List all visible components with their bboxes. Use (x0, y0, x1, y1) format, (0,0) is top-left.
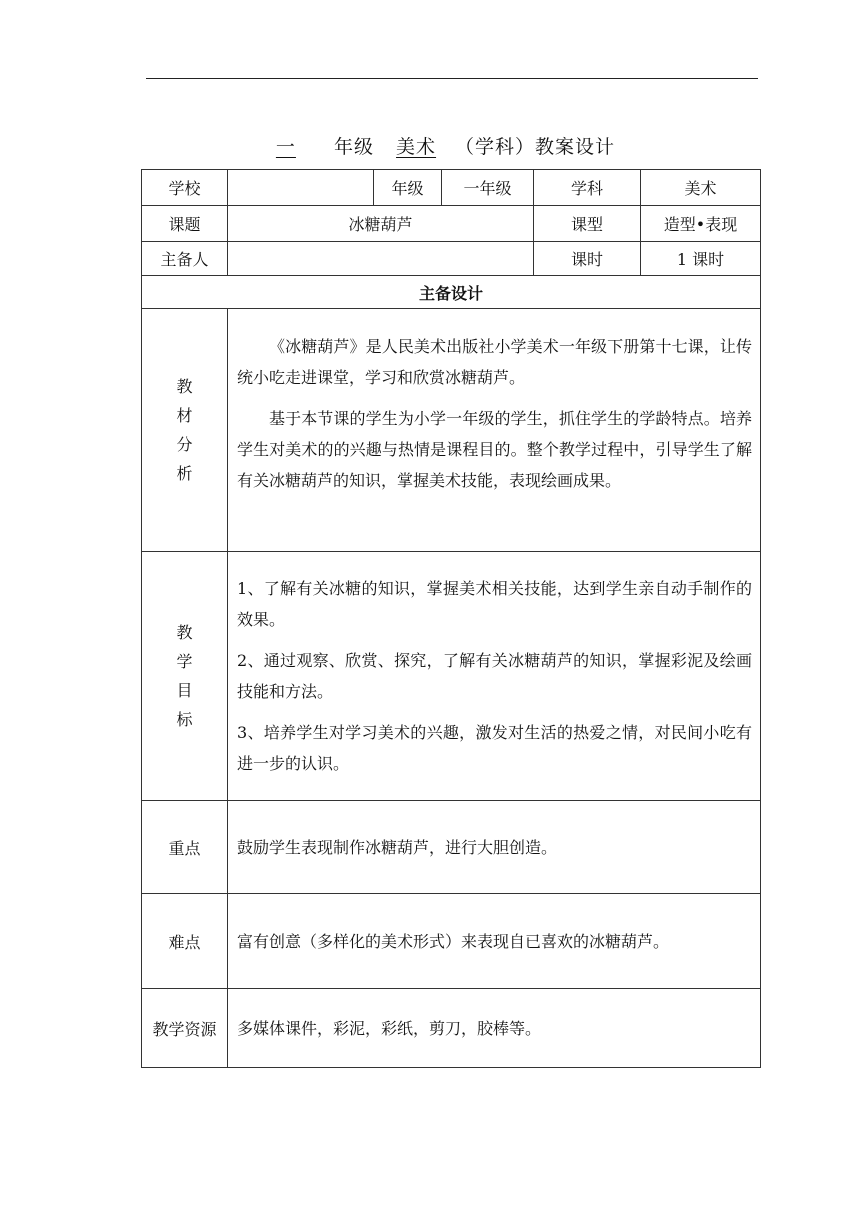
goals-label-char: 目 (176, 681, 193, 700)
subject-value: 美术 (641, 170, 761, 206)
section-row (142, 276, 761, 309)
difficulty-row (142, 894, 761, 989)
title-suffix: （学科）教案设计 (455, 136, 616, 158)
goal-item: 1、了解有关冰糖的知识，掌握美术相关技能，达到学生亲自动手制作的效果。 (237, 579, 752, 629)
topic-value: 冰糖葫芦 (228, 206, 534, 242)
analysis-content (228, 309, 761, 552)
title-subject-value: 美术 (396, 136, 437, 158)
topic-label: 课题 (142, 206, 228, 242)
goals-label-char: 教 (176, 623, 193, 642)
goals-label-char: 学 (176, 652, 193, 671)
goal-item: 3、培养学生对学习美术的兴趣，激发对生活的热爱之情，对民间小吃有进一步的认识。 (237, 723, 752, 773)
goal-item: 2、通过观察、欣赏、探究，了解有关冰糖葫芦的知识，掌握彩泥及绘画技能和方法。 (237, 651, 752, 701)
analysis-label (142, 309, 228, 552)
type-label: 课型 (534, 206, 641, 242)
key-point-label: 重点 (142, 801, 228, 894)
difficulty-content (228, 894, 761, 989)
goals-label-char: 标 (176, 710, 193, 729)
title-grade-label: 年级 (333, 136, 374, 158)
analysis-label-char: 析 (176, 464, 193, 483)
title-grade-value: 一 (275, 136, 296, 158)
grade-label: 年级 (374, 170, 442, 206)
subject-label: 学科 (534, 170, 641, 206)
goals-content (228, 552, 761, 801)
key-point-text: 鼓励学生表现制作冰糖葫芦，进行大胆创造。 (237, 837, 558, 857)
lesson-plan-table (141, 169, 761, 1068)
resources-row (142, 989, 761, 1068)
goals-label (142, 552, 228, 801)
header-rule (146, 78, 758, 79)
school-label: 学校 (142, 170, 228, 206)
analysis-label-char: 材 (176, 406, 193, 425)
preparer-label: 主备人 (142, 242, 228, 276)
info-row-3 (142, 242, 761, 276)
type-value: 造型•表现 (641, 206, 761, 242)
hours-value: 1 课时 (641, 242, 761, 276)
info-row-1 (142, 170, 761, 206)
analysis-row (142, 309, 761, 552)
info-row-2 (142, 206, 761, 242)
goals-row (142, 552, 761, 801)
analysis-label-char: 教 (176, 377, 193, 396)
grade-value: 一年级 (442, 170, 534, 206)
resources-text: 多媒体课件，彩泥，彩纸，剪刀，胶棒等。 (237, 1018, 542, 1038)
resources-label: 教学资源 (142, 989, 228, 1068)
key-point-row (142, 801, 761, 894)
analysis-paragraph: 《冰糖葫芦》是人民美术出版社小学美术一年级下册第十七课，让传统小吃走进课堂，学习和欣赏冰糖葫芦。 (237, 337, 752, 387)
hours-label: 课时 (534, 242, 641, 276)
difficulty-text: 富有创意（多样化的美术形式）来表现自已喜欢的冰糖葫芦。 (237, 931, 670, 951)
preparer-value (228, 242, 534, 276)
school-value (228, 170, 374, 206)
resources-content (228, 989, 761, 1068)
section-title: 主备设计 (142, 276, 761, 309)
analysis-paragraph: 基于本节课的学生为小学一年级的学生，抓住学生的学龄特点。培养学生对美术的的兴趣与热情是课程目的。整个教学过程中，引导学生了解有关冰糖葫芦的知识，掌握美术技能，表现绘画成果。 (237, 409, 752, 490)
difficulty-label: 难点 (142, 894, 228, 989)
document-title (0, 132, 860, 159)
key-point-content (228, 801, 761, 894)
analysis-label-char: 分 (176, 435, 193, 454)
